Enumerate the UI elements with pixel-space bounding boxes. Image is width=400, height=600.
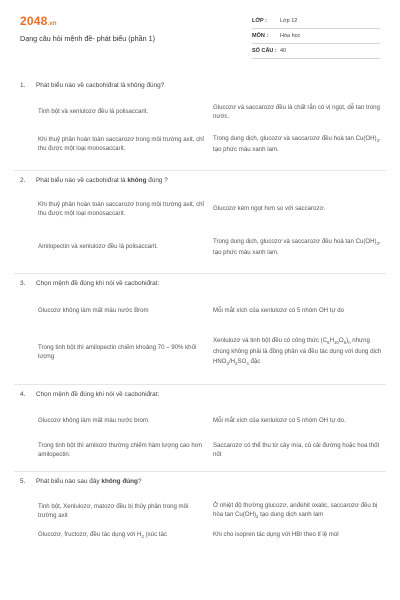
question-list: [0, 78, 400, 546]
options-grid: [0, 492, 400, 546]
option-a[interactable]: Tinh bột, Xenlulozơ, matozơ đều bị thủy phân trong môi trường axit: [38, 502, 189, 519]
stem-bold: không: [127, 177, 147, 184]
option-a[interactable]: Tinh bột và xenlulozơ đều là polisaccarit.: [38, 108, 149, 116]
stem-text: Chọn mệnh đề đúng khi nói về cacbohiđrat:: [36, 391, 160, 398]
option-c[interactable]: Trong tinh bột thì amilozơ thường chiếm hàm lượng cao hơn amilopectin.: [38, 441, 203, 458]
page-title: Dạng câu hỏi mệnh đề- phát biểu (phần 1): [20, 34, 156, 43]
option-d[interactable]: Trong dung dịch, glucozơ và saccarozơ đều hoà $\tan Cu(OH)_2$, tạo phức màu xanh lam.: [213, 237, 381, 257]
meta-info-box: [252, 14, 380, 59]
meta-value: Lớp 12: [280, 18, 298, 24]
divider: [14, 273, 386, 274]
options-grid: [0, 296, 400, 378]
meta-label: SỐ CÂU :: [252, 48, 277, 54]
stem-bold: không đúng: [101, 478, 138, 485]
stem-text: Phát biểu nào sau đây: [36, 478, 102, 485]
question-5: [0, 476, 400, 546]
meta-value: 40: [280, 48, 287, 54]
logo-sub: .vn: [47, 21, 57, 27]
option-d[interactable]: Trong dung dịch, glucozơ và saccarozơ đều hoà $\tan Cu(OH)_2$, tạo phức màu xanh lam.: [213, 134, 381, 154]
question-stem: [0, 278, 400, 290]
question-number: 5.: [20, 478, 26, 485]
question-stem: [0, 175, 400, 187]
meta-value: Hóa học: [280, 33, 301, 39]
question-2: [0, 175, 400, 274]
site-logo[interactable]: [20, 14, 57, 28]
question-number: 3.: [20, 280, 26, 287]
meta-label: MÔN :: [252, 33, 269, 39]
options-grid: [0, 407, 400, 465]
stem-text: Phát biểu nào về cacbohiđrat là: [36, 177, 128, 184]
question-stem: [0, 389, 400, 401]
meta-label: LỚP :: [252, 18, 267, 24]
question-number: 2.: [20, 177, 26, 184]
meta-row-class: [252, 14, 380, 29]
question-4: [0, 389, 400, 472]
option-b[interactable]: Mỗi mắt xích của xenlulozơ có 5 nhóm OH tự do: [213, 307, 345, 315]
option-b[interactable]: Ở nhiệt độ thường glucozơ, anđehit oxalic, saccarozơ đều bị hòa $\tan Cu(OH)_2$ tạo dung dịch xanh lam: [213, 501, 378, 520]
question-3: [0, 278, 400, 385]
question-1: [0, 80, 400, 171]
question-number: 4.: [20, 391, 26, 398]
divider: [14, 471, 386, 472]
options-grid: [0, 191, 400, 267]
option-c[interactable]: Glucozơ, fructozơ, đều tác dụng với $H_2$ (xúc tác: [38, 531, 167, 540]
option-d[interactable]: Khi cho isopren tác dụng với HBr theo tỉ lệ mol: [213, 531, 339, 538]
divider: [14, 384, 386, 385]
option-d[interactable]: Xenlulozơ và tinh bột đều có công thức $(C_6H_{10}O_5)_n$ nhưng chúng không phải là đồng phân và đều tác dụng với dung dịch $HNO_3/H_2SO_4$ đặc: [213, 336, 382, 366]
option-a[interactable]: Glucozơ không làm mất màu nước Brom: [38, 307, 149, 315]
option-c[interactable]: Khi thuỷ phân hoàn toàn saccarozơ trong môi trường axit, chỉ thu được một loại monosaccarit.: [38, 135, 204, 152]
option-c[interactable]: Amilopectin và xenlulozơ đều là polisaccarit.: [38, 243, 158, 251]
options-grid: [0, 98, 400, 162]
option-b[interactable]: Glucozơ và saccarozơ đều là chất rắn có vị ngọt, dễ tan trong nước.: [213, 103, 380, 120]
document-header: [0, 0, 400, 72]
option-b[interactable]: Mỗi mắt xích của xenlulozơ có 5 nhóm OH tự do.: [213, 417, 346, 425]
stem-text: Chọn mệnh đề đúng khi nói về cacbohiđrat:: [36, 280, 160, 287]
option-a[interactable]: Khi thuỷ phân hoàn toàn saccarozơ trong môi trường axit, chỉ thu được một loại monosaccarit.: [38, 200, 204, 217]
option-b[interactable]: Glucozơ kém ngọt hơn so với saccarozơ.: [213, 205, 326, 213]
logo-main: 2048: [20, 14, 48, 28]
stem-text-end: ?: [137, 478, 142, 485]
option-c[interactable]: Trong tinh bột thì amilopectin chiếm khoảng 70 – 90% khối lượng: [38, 343, 197, 360]
meta-row-subject: [252, 29, 380, 44]
stem-text: Phát biểu nào về cacbohiđrat là không đúng?: [36, 82, 165, 89]
option-a[interactable]: Glucozơ không làm mất màu nước brom.: [38, 417, 150, 425]
option-d[interactable]: Saccarozơ có thể thu từ cây mía, củ cải đường hoặc hoa thốt nốt: [213, 441, 380, 458]
divider: [14, 170, 386, 171]
question-stem: [0, 476, 400, 488]
question-number: 1.: [20, 82, 26, 89]
meta-row-count: [252, 44, 380, 59]
question-stem: [0, 80, 400, 92]
stem-text-end: đúng ?: [146, 177, 168, 184]
